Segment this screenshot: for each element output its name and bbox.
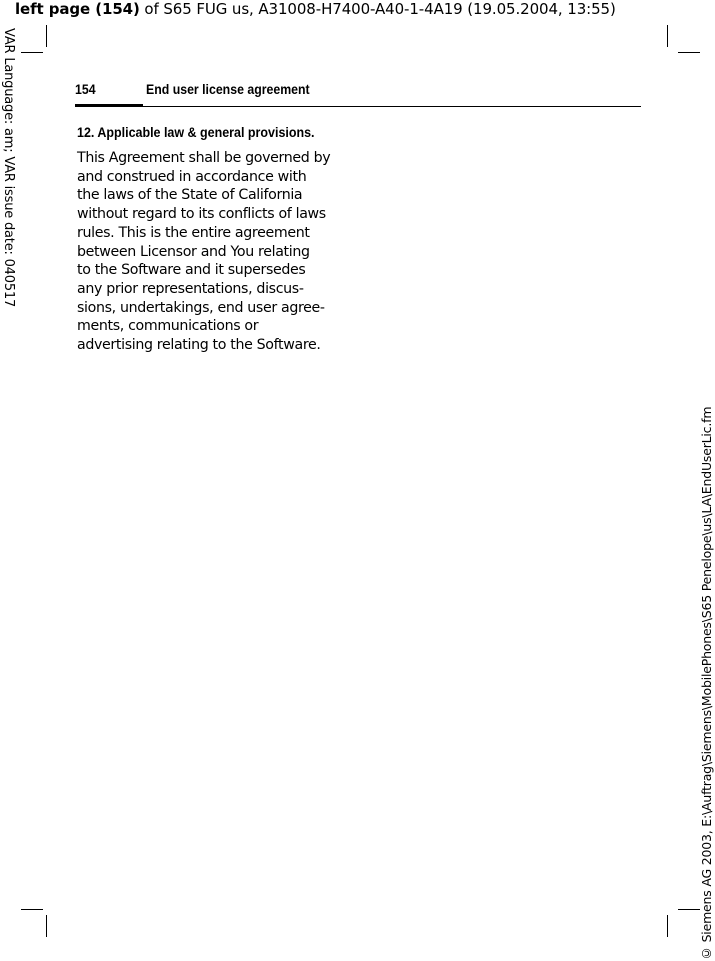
crop-mark-bottom-right-horizontal (678, 909, 700, 910)
running-title: End user license agreement (146, 81, 310, 97)
body-line: This Agreement shall be governed by (77, 150, 331, 166)
print-slug-page: left page (154) (15, 0, 140, 18)
body-line: and construed in accordance with (77, 168, 307, 185)
header-rule-thin (143, 106, 641, 107)
crop-mark-bottom-right-vertical (667, 915, 668, 937)
crop-mark-top-right-horizontal (678, 52, 700, 53)
body-line: between Licensor and You relating (77, 243, 310, 260)
file-path-note: © Siemens AG 2003, E:\Auftrag\Siemens\MobilePhones\S65 Penelope\us\LA\EndUserLic.fm (699, 406, 714, 961)
body-line: ments, communications or (77, 318, 259, 335)
crop-mark-top-right-vertical (667, 25, 668, 47)
print-slug (15, 0, 616, 19)
section-heading: 12. Applicable law & general provisions. (77, 125, 315, 141)
header-rule-thick (75, 104, 143, 107)
body-line: rules. This is the entire agreement (77, 224, 310, 241)
body-line: sions, undertakings, end user agree- (77, 299, 325, 316)
crop-mark-top-left-horizontal (21, 52, 43, 53)
body-line: without regard to its conflicts of laws (77, 206, 326, 223)
body-line: advertising relating to the Software. (77, 337, 321, 354)
crop-mark-bottom-left-horizontal (21, 909, 43, 910)
var-language-note: VAR Language: am; VAR issue date: 040517 (1, 28, 16, 308)
crop-mark-bottom-left-vertical (46, 915, 47, 937)
page-number: 154 (75, 81, 96, 97)
body-line: any prior representations, discus- (77, 280, 304, 297)
crop-mark-top-left-vertical (46, 25, 47, 47)
print-slug-details: of S65 FUG us, A31008-H7400-A40-1-4A19 (19.05.2004, 13:55) (139, 0, 616, 18)
body-line: the laws of the State of California (77, 187, 303, 204)
body-line: to the Software and it supersedes (77, 262, 306, 279)
section-body (77, 149, 347, 355)
